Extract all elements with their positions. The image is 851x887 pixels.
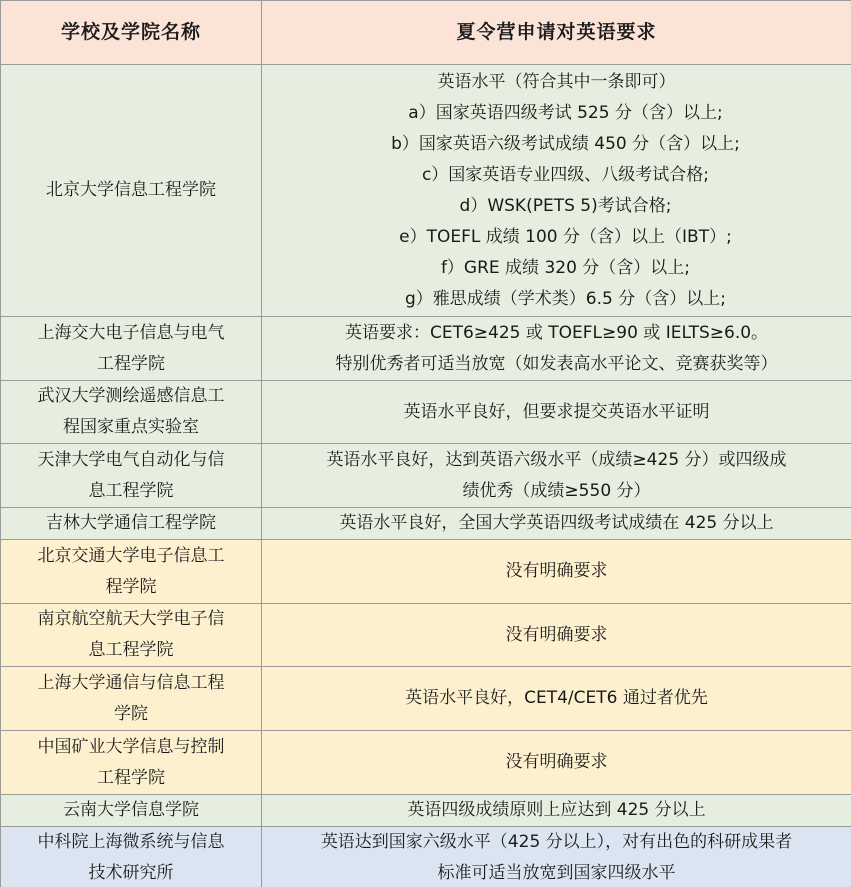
requirement-line: 标准可适当放宽到国家四级水平 bbox=[437, 863, 676, 883]
school-name-line: 武汉大学测绘遥感信息工 bbox=[37, 386, 225, 406]
requirement-line: 英语水平良好，但要求提交英语水平证明 bbox=[403, 401, 710, 422]
requirement-line: 英语四级成绩原则上应达到 425 分以上 bbox=[407, 800, 706, 820]
requirement-line: b）国家英语六级考试成绩 450 分（含）以上; bbox=[391, 133, 740, 154]
school-name bbox=[1, 795, 262, 827]
table-row bbox=[1, 508, 851, 540]
requirement-text bbox=[262, 667, 851, 731]
requirement-text bbox=[262, 381, 851, 444]
requirement-line: 英语水平（符合其中一条即可） bbox=[437, 71, 676, 92]
header-school: 学校及学院名称 bbox=[1, 1, 262, 65]
school-name bbox=[1, 731, 262, 795]
school-name-line: 程国家重点实验室 bbox=[63, 417, 199, 437]
school-name bbox=[1, 65, 262, 317]
table-row bbox=[1, 317, 851, 381]
requirement-text bbox=[262, 508, 851, 540]
header-requirement: 夏令营申请对英语要求 bbox=[262, 1, 851, 65]
table-row bbox=[1, 667, 851, 731]
requirement-line: f）GRE 成绩 320 分（含）以上; bbox=[440, 257, 691, 278]
school-name-line: 息工程学院 bbox=[88, 480, 174, 501]
table-row bbox=[1, 65, 851, 317]
header-row bbox=[1, 1, 851, 65]
requirement-line: g）雅思成绩（学术类）6.5 分（含）以上; bbox=[405, 288, 726, 309]
requirement-text bbox=[262, 540, 851, 604]
requirement-line: 没有明确要求 bbox=[505, 752, 608, 772]
requirement-text bbox=[262, 65, 851, 317]
requirement-line: 没有明确要求 bbox=[505, 624, 608, 645]
table-row bbox=[1, 604, 851, 667]
requirement-line: a）国家英语四级考试 525 分（含）以上; bbox=[408, 102, 723, 123]
school-name bbox=[1, 317, 262, 381]
requirement-line: 英语水平良好，达到英语六级水平（成绩≥425 分）或四级成 bbox=[326, 449, 787, 470]
table-row bbox=[1, 731, 851, 795]
school-name-line: 北京大学信息工程学院 bbox=[46, 180, 216, 200]
requirement-text bbox=[262, 444, 851, 508]
school-name bbox=[1, 827, 262, 887]
requirement-text bbox=[262, 795, 851, 827]
requirement-text bbox=[262, 731, 851, 795]
school-name bbox=[1, 508, 262, 540]
school-name-line: 学院 bbox=[114, 703, 148, 724]
school-name-line: 上海大学通信与信息工程 bbox=[37, 672, 225, 693]
school-name-line: 息工程学院 bbox=[88, 640, 174, 660]
requirement-line: d）WSK(PETS 5)考试合格; bbox=[459, 195, 672, 216]
requirement-text bbox=[262, 604, 851, 667]
school-name-line: 云南大学信息学院 bbox=[63, 800, 199, 820]
school-name-line: 上海交大电子信息与电气 bbox=[37, 322, 225, 343]
school-name-line: 吉林大学通信工程学院 bbox=[46, 513, 216, 533]
school-name-line: 工程学院 bbox=[97, 767, 165, 788]
requirement-line: c）国家英语专业四级、八级考试合格; bbox=[421, 164, 710, 185]
table-row bbox=[1, 540, 851, 604]
school-name-line: 程学院 bbox=[105, 576, 157, 597]
table-row bbox=[1, 444, 851, 508]
school-name-line: 技术研究所 bbox=[88, 863, 174, 883]
requirement-line: 特别优秀者可适当放宽（如发表高水平论文、竞赛获奖等） bbox=[335, 353, 778, 374]
requirement-text bbox=[262, 317, 851, 381]
requirement-line: 绩优秀（成绩≥550 分） bbox=[462, 480, 651, 501]
school-name bbox=[1, 444, 262, 508]
school-name-line: 北京交通大学电子信息工 bbox=[37, 545, 225, 566]
requirement-text bbox=[262, 827, 851, 887]
school-name bbox=[1, 381, 262, 444]
school-name bbox=[1, 604, 262, 667]
school-name-line: 天津大学电气自动化与信 bbox=[37, 449, 225, 470]
table-row bbox=[1, 381, 851, 444]
school-name bbox=[1, 667, 262, 731]
requirement-line: e）TOEFL 成绩 100 分（含）以上（IBT）; bbox=[399, 226, 732, 247]
school-name-line: 中科院上海微系统与信息 bbox=[37, 832, 225, 852]
table-row bbox=[1, 827, 851, 887]
requirement-line: 英语水平良好，CET4/CET6 通过者优先 bbox=[405, 688, 708, 708]
table-row bbox=[1, 795, 851, 827]
school-name-line: 中国矿业大学信息与控制 bbox=[37, 736, 225, 757]
requirement-line: 英语达到国家六级水平（425 分以上），对有出色的科研成果者 bbox=[320, 832, 793, 852]
school-name bbox=[1, 540, 262, 604]
school-name-line: 工程学院 bbox=[97, 353, 165, 374]
requirement-line: 没有明确要求 bbox=[505, 561, 608, 581]
requirement-line: 英语水平良好，全国大学英语四级考试成绩在 425 分以上 bbox=[339, 513, 774, 533]
school-name-line: 南京航空航天大学电子信 bbox=[37, 609, 225, 629]
requirement-line: 英语要求：CET6≥425 或 TOEFL≥90 或 IELTS≥6.0。 bbox=[344, 322, 769, 343]
